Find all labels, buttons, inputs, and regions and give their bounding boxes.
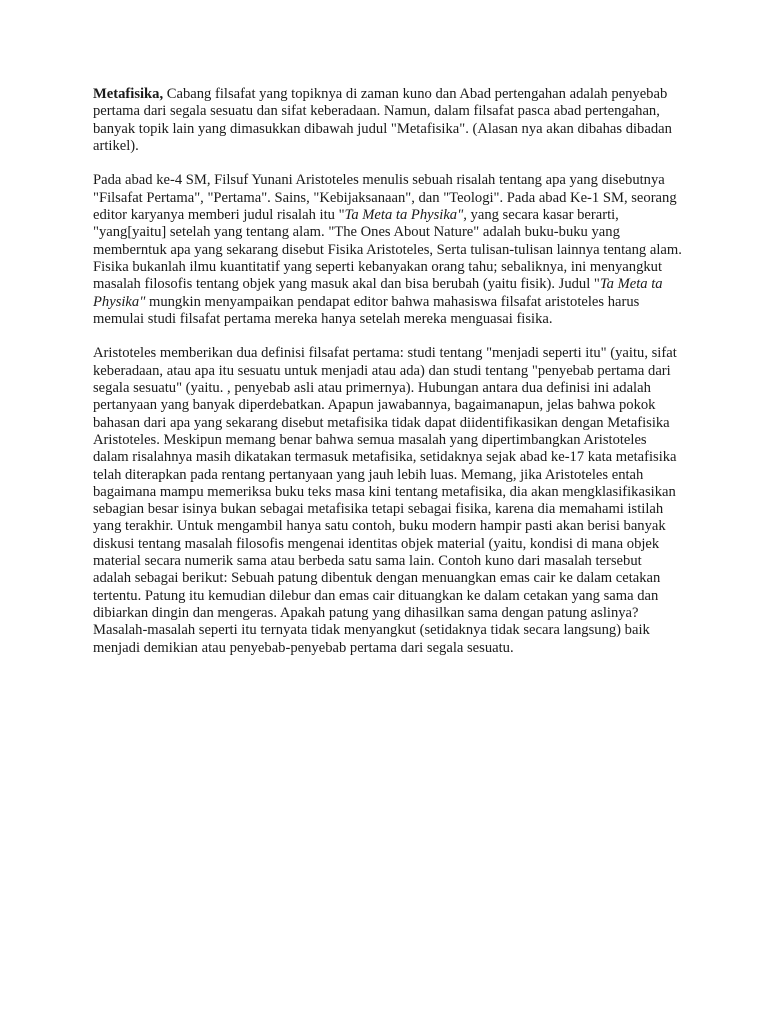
book-title-1: Ta Meta ta Physika", xyxy=(344,207,467,224)
paragraph-1 xyxy=(93,86,683,155)
paragraph-3: Aristoteles memberikan dua definisi filsafat pertama: studi tentang "menjadi seperti itu" (yaitu, sifat keberadaan, atau apa itu sesuatu untuk menjadi atau ada) dan studi tentang "penyebab pertama dari segala sesuatu" (yaitu. , penyebab asli atau primernya). Hubungan antara dua definisi ini adalah pertanyaan yang banyak diperdebatkan. Apapun jawabannya, bagaimanapun, jelas bahwa pokok bahasan dari apa yang sekarang disebut metafisika tidak dapat diidentifikasikan dengan Metafisika Aristoteles. Meskipun memang benar bahwa semua masalah yang dipertimbangkan Aristoteles dalam risalahnya masih dikatakan termasuk metafisika, setidaknya sejak abad ke-17 kata metafisika telah diterapkan pada rentang pertanyaan yang jauh lebih luas. Memang, jika Aristoteles entah bagaimana mampu memeriksa buku teks masa kini tentang metafisika, dia akan mengklasifikasikan sebagian besar isinya bukan sebagai metafisika tetapi sebagai fisika, karena dia memahami istilah yang terakhir. Untuk mengambil hanya satu contoh, buku modern hampir pasti akan berisi banyak diskusi tentang masalah filosofis mengenai identitas objek material (yaitu, kondisi di mana objek material secara numerik sama atau berbeda satu sama lain. Contoh kuno dari masalah tersebut adalah sebagai berikut: Sebuah patung dibentuk dengan menuangkan emas cair ke dalam cetakan tertentu. Patung itu kemudian dilebur dan emas cair dituangkan ke dalam cetakan yang sama dan dibiarkan dingin dan mengeras. Apakah patung yang dihasilkan sama dengan patung aslinya? Masalah-masalah seperti itu ternyata tidak menyangkut (setidaknya tidak secara langsung) baik menjadi demikian atau penyebab-penyebab pertama dari segala sesuatu. xyxy=(93,345,677,656)
paragraph-2 xyxy=(93,172,683,328)
paragraph-2-text-c: mungkin menyampaikan pendapat editor bahwa mahasiswa filsafat aristoteles harus memulai studi filsafat pertama mereka hanya setelah mereka menguasai fisika. xyxy=(93,293,640,327)
paragraph-2-text-b: yang secara kasar berarti, "yang[yaitu] setelah yang tentang alam. "The Ones About Nature" adalah buku-buku yang memberntuk apa yang sekarang disebut Fisika Aristoteles, Serta tulisan-tulisan lainnya tentang alam. Fisika bukanlah ilmu kuantitatif yang seperti kebanyakan orang tahu; sebaliknya, ini menyangkut masalah filosofis tentang objek yang masuk akal dan bisa berubah (yaitu fisik). Judul " xyxy=(93,207,682,293)
book-title-2: Ta Meta ta Physika" xyxy=(93,276,663,310)
term-metafisika: Metafisika, xyxy=(93,86,164,102)
document-body xyxy=(93,86,683,674)
paragraph-1-text: Cabang filsafat yang topiknya di zaman kuno dan Abad pertengahan adalah penyebab pertama dari segala sesuatu dan sifat keberadaan. Namun, dalam filsafat pasca abad pertengahan, banyak topik lain yang dimasukkan dibawah judul "Metafisika". (Alasan nya akan dibahas dibadan artikel). xyxy=(93,86,672,154)
paragraph-2-text-a: Pada abad ke-4 SM, Filsuf Yunani Aristoteles menulis sebuah risalah tentang apa yang disebutnya "Filsafat Pertama", "Pertama". Sains, "Kebijaksanaan", dan "Teologi". Pada abad Ke-1 SM, seorang editor karyanya memberi judul risalah itu " xyxy=(93,172,677,224)
